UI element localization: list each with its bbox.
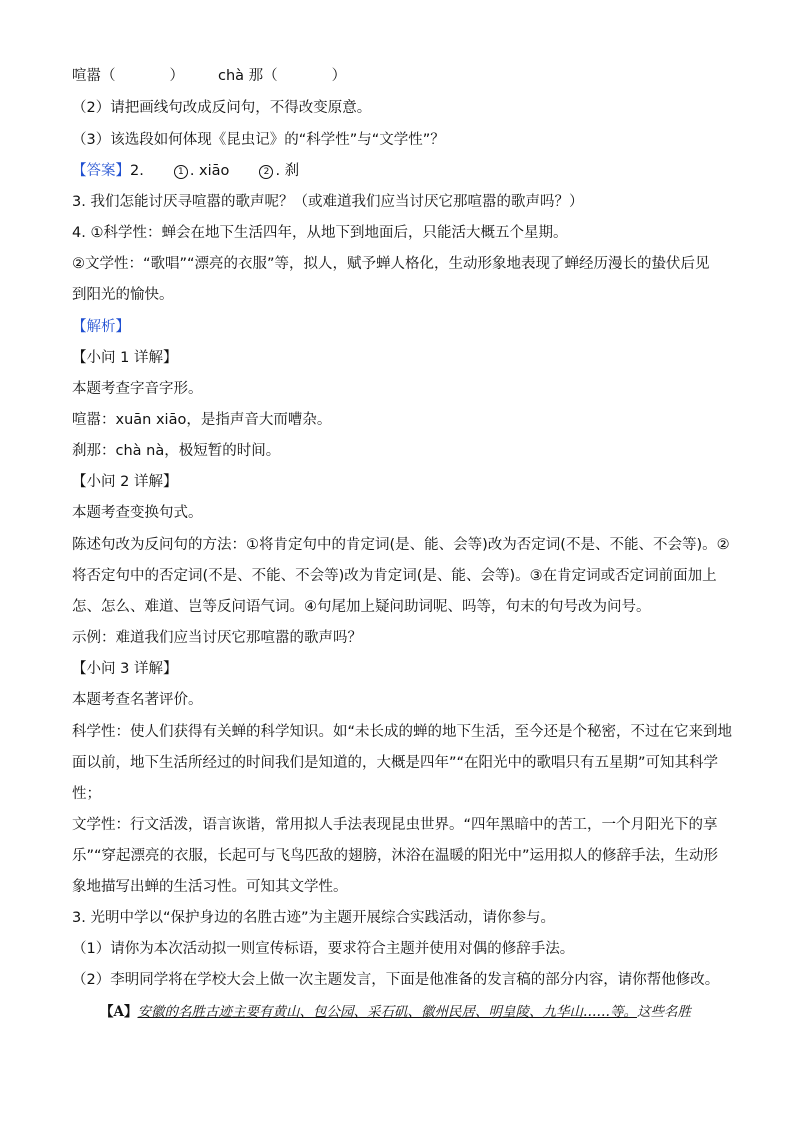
sub3-line-4: 性； [72, 786, 101, 802]
blank1-close: ） [169, 68, 184, 84]
answer-4-literature-a: ②文学性：“歌唱”“漂亮的衣服”等，拟人，赋予蝉人格化，生动形象地表现了蝉经历漫长的蛰伏后见 [72, 256, 710, 272]
circled-number-2: 2 [259, 165, 273, 179]
sub1-line-2: 喧嚣：xuān xiāo，是指声音大而嘈杂。 [72, 412, 332, 428]
sub3-line-5: 文学性：行文活泼，语言诙谐，常用拟人手法表现昆虫世界。“四年黑暗中的苦工，一个月阳光下的享 [72, 817, 718, 833]
excerpt-a [100, 1002, 691, 1022]
sub3-line-6: 乐”“穿起漂亮的衣服，长起可与飞鸟匹敌的翅膀，沐浴在温暖的阳光中”运用拟人的修辞手法，生动形 [72, 848, 719, 864]
sub2-line-2: 陈述句改为反问句的方法：①将肯定句中的肯定词(是、能、会等)改为否定词(不是、不能、不会等)。② [72, 537, 730, 553]
sub3-line-7: 象地描写出蝉的生活习性。可知其文学性。 [72, 879, 348, 895]
sub1-line-1: 本题考查字音字形。 [72, 381, 203, 397]
blank2-close: ） [331, 68, 347, 84]
question-3-new: 3. 光明中学以“保护身边的名胜古迹”为主题开展综合实践活动，请你参与。 [72, 910, 555, 926]
sub1-line-3: 刹那：chà nà，极短暂的时间。 [72, 443, 281, 459]
question-3: （3）该选段如何体现《昆虫记》的“科学性”与“文学性”？ [72, 132, 445, 148]
answer-num: 2. [130, 163, 144, 179]
sub3-line-2: 科学性：使人们获得有关蝉的科学知识。如“未长成的蝉的地下生活，至今还是个秘密，不过在它来到地 [72, 724, 733, 740]
sub2-line-5: 示例：难道我们应当讨厌它那喧嚣的歌声吗？ [72, 630, 362, 646]
q1-blanks-line [72, 66, 346, 86]
sub2-line-3: 将否定句中的否定词(不是、不能、不会等)改为肯定词(是、能、会等)。③在肯定词或否定词前面加上 [72, 568, 717, 584]
sub2-line-4: 怎、怎么、难道、岂等反问语气词。④句尾加上疑问助词呢、吗等，句末的句号改为问号。 [72, 599, 651, 615]
blank1-label: 喧嚣（ [72, 68, 116, 84]
blank2-label: chà 那（ [218, 68, 278, 84]
answer-tag: 【答案】 [72, 163, 130, 179]
answer-1: . xiāo [189, 163, 230, 179]
excerpt-tail: 这些名胜 [636, 1004, 691, 1020]
answer-4-science: 4. ①科学性：蝉会在地下生活四年，从地下到地面后，只能活大概五个星期。 [72, 225, 568, 241]
excerpt-underlined-text: 安徽的名胜古迹主要有黄山、包公园、采石矶、徽州民居、明皇陵、九华山……等。 [137, 1004, 637, 1020]
sub3-line-3: 面以前，地下生活所经过的时间我们是知道的，大概是四年”“在阳光中的歌唱只有五星期”可知其科学 [72, 755, 719, 771]
answer-3: 3. 我们怎能讨厌寻喧嚣的歌声呢？（或难道我们应当讨厌它那喧嚣的歌声吗？） [72, 194, 584, 210]
sub3-line-1: 本题考查名著评价。 [72, 692, 203, 708]
answer-4-literature-b: 到阳光的愉快。 [72, 287, 174, 303]
sub1-tag: 【小问 1 详解】 [72, 350, 178, 366]
circled-number-1: 1 [174, 165, 188, 179]
answer-2: . 刹 [275, 163, 300, 179]
answer-line [72, 161, 299, 181]
sub3-tag: 【小问 3 详解】 [72, 661, 178, 677]
sub2-tag: 【小问 2 详解】 [72, 474, 178, 490]
question-3-part-1: （1）请你为本次活动拟一则宣传标语，要求符合主题并使用对偶的修辞手法。 [72, 941, 575, 957]
sub2-line-1: 本题考查变换句式。 [72, 505, 203, 521]
question-2: （2）请把画线句改成反问句，不得改变原意。 [72, 100, 372, 116]
question-3-part-2: （2）李明同学将在学校大会上做一次主题发言，下面是他准备的发言稿的部分内容，请你帮他修改。 [72, 972, 720, 988]
analysis-tag: 【解析】 [72, 319, 130, 335]
excerpt-tag: 【A】 [100, 1004, 138, 1020]
